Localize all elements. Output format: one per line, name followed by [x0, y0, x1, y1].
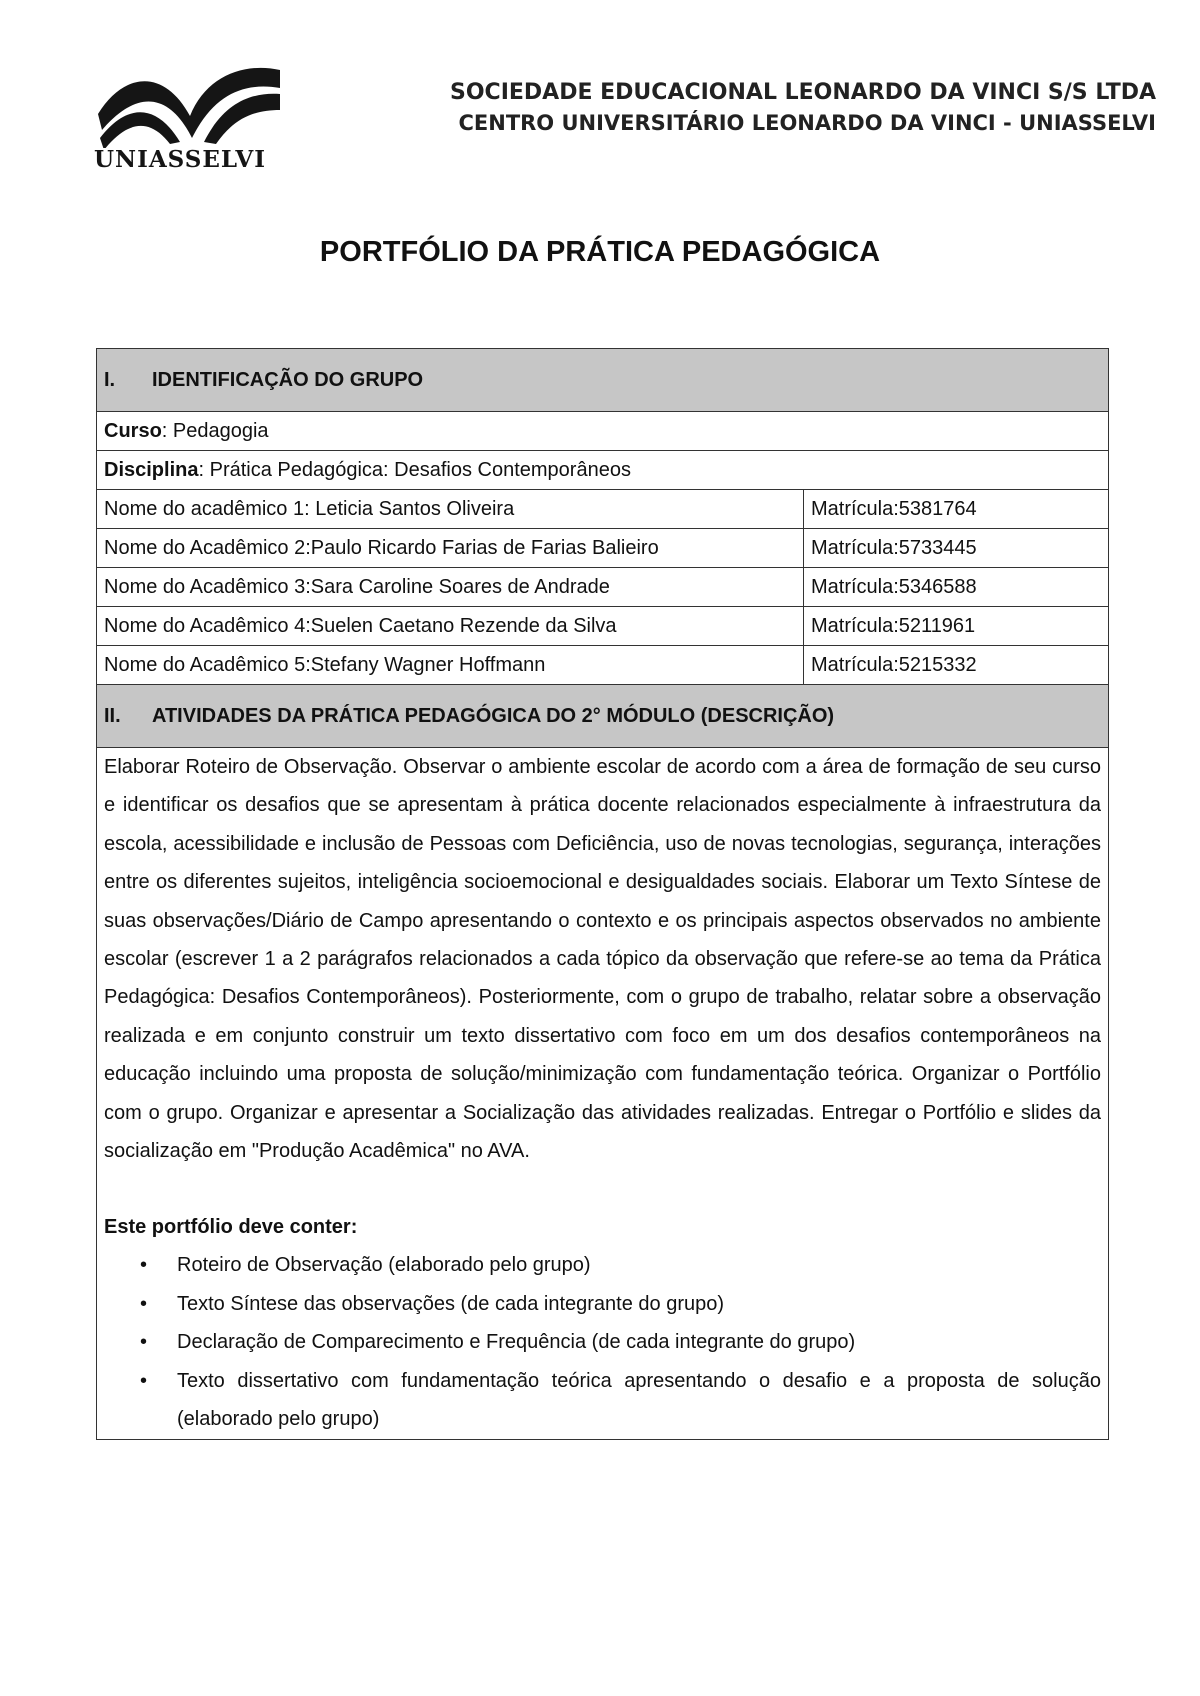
bullet-icon: • [140, 1254, 148, 1277]
bullet-icon: • [140, 1292, 148, 1315]
section-2-header [97, 685, 1109, 748]
student-name: Nome do Acadêmico 4:Suelen Caetano Rezende da Silva [97, 607, 804, 646]
student-row [97, 646, 1109, 685]
student-matricula: Matrícula:5733445 [804, 529, 1109, 568]
list-item-text: Roteiro de Observação (elaborado pelo grupo) [177, 1254, 591, 1277]
description-row [97, 748, 1109, 1440]
curso-cell [97, 412, 1109, 451]
student-matricula: Matrícula:5211961 [804, 607, 1109, 646]
university-name: CENTRO UNIVERSITÁRIO LEONARDO DA VINCI - UNIASSELVI [458, 111, 1156, 135]
curso-row [97, 412, 1109, 451]
student-matricula: Matrícula:5346588 [804, 568, 1109, 607]
list-item-text: Texto dissertativo com fundamentação teórica apresentando o desafio e a proposta de solução (elaborado pelo grupo) [177, 1369, 1101, 1431]
list-item [104, 1323, 1101, 1361]
list-item [104, 1285, 1101, 1323]
section-1-header-cell [97, 349, 1109, 412]
institution-header [450, 78, 1156, 138]
must-contain-label: Este portfólio deve conter: [104, 1216, 358, 1239]
student-name: Nome do Acadêmico 5:Stefany Wagner Hoffmann [97, 646, 804, 685]
student-row [97, 529, 1109, 568]
bullet-icon: • [140, 1369, 148, 1392]
uniasselvi-logo [94, 58, 286, 183]
activity-description: Elaborar Roteiro de Observação. Observar o ambiente escolar de acordo com a área de formação de seu curso e identificar os desafios que se apresentam à prática docente relacionados especialmente à infraestrutura da escola, acessibilidade e inclusão de Pessoas com Deficiência, uso de novas tecnologias, segurança, interações entre os diferentes sujeitos, inteligência socioemocional e desigualdades sociais. Elaborar um Texto Síntese de suas observações/Diário de Campo apresentando o contexto e os principais aspectos observados no ambiente escolar (escrever 1 a 2 parágrafos relacionados a cada tópico da observação que refere-se ao tema da Prática Pedagógica: Desafios Contemporâneos). Posteriormente, com o grupo de trabalho, relatar sobre a observação realizada e em conjunto construir um texto dissertativo com foco em um dos desafios contemporâneos na educação incluindo uma proposta de solução/minimização com fundamentação teórica. Organizar o Portfólio com o grupo. Organizar e apresentar a Socialização das atividades realizadas. Entregar o Portfólio e slides da socialização em "Produção Acadêmica" no AVA. [104, 756, 1101, 1163]
list-item-text: Declaração de Comparecimento e Frequência (de cada integrante do grupo) [177, 1331, 856, 1354]
logo-text: UNIASSELVI [94, 146, 266, 173]
student-name: Nome do acadêmico 1: Leticia Santos Oliveira [97, 490, 804, 529]
list-item [104, 1362, 1101, 1439]
student-row [97, 490, 1109, 529]
student-row [97, 568, 1109, 607]
disciplina-cell [97, 451, 1109, 490]
bullet-icon: • [140, 1331, 148, 1354]
student-name: Nome do Acadêmico 3:Sara Caroline Soares de Andrade [97, 568, 804, 607]
student-matricula: Matrícula:5215332 [804, 646, 1109, 685]
section-2-heading: ATIVIDADES DA PRÁTICA PEDAGÓGICA DO 2° MÓDULO (DESCRIÇÃO) [152, 704, 835, 727]
requirements-list [104, 1246, 1101, 1438]
identification-table [96, 348, 1109, 1440]
section-1-number: I. [104, 368, 116, 391]
list-item-text: Texto Síntese das observações (de cada integrante do grupo) [177, 1292, 725, 1315]
student-name: Nome do Acadêmico 2:Paulo Ricardo Farias de Farias Balieiro [97, 529, 804, 568]
institution-name: SOCIEDADE EDUCACIONAL LEONARDO DA VINCI S/S LTDA [450, 80, 1156, 105]
disciplina-row [97, 451, 1109, 490]
list-item [104, 1246, 1101, 1284]
section-1-header [97, 349, 1109, 412]
section-2-header-cell [97, 685, 1109, 748]
student-row [97, 607, 1109, 646]
section-1-heading: IDENTIFICAÇÃO DO GRUPO [152, 368, 424, 391]
student-matricula: Matrícula:5381764 [804, 490, 1109, 529]
curso-label: Curso [104, 419, 162, 442]
description-cell [97, 748, 1109, 1440]
disciplina-label: Disciplina [104, 458, 199, 481]
page-title: PORTFÓLIO DA PRÁTICA PEDAGÓGICA [319, 236, 881, 268]
logo-wave-icon [94, 58, 286, 148]
curso-value: : Pedagogia [161, 419, 269, 442]
disciplina-value: : Prática Pedagógica: Desafios Contemporâneos [198, 458, 631, 481]
section-2-number: II. [104, 704, 121, 727]
